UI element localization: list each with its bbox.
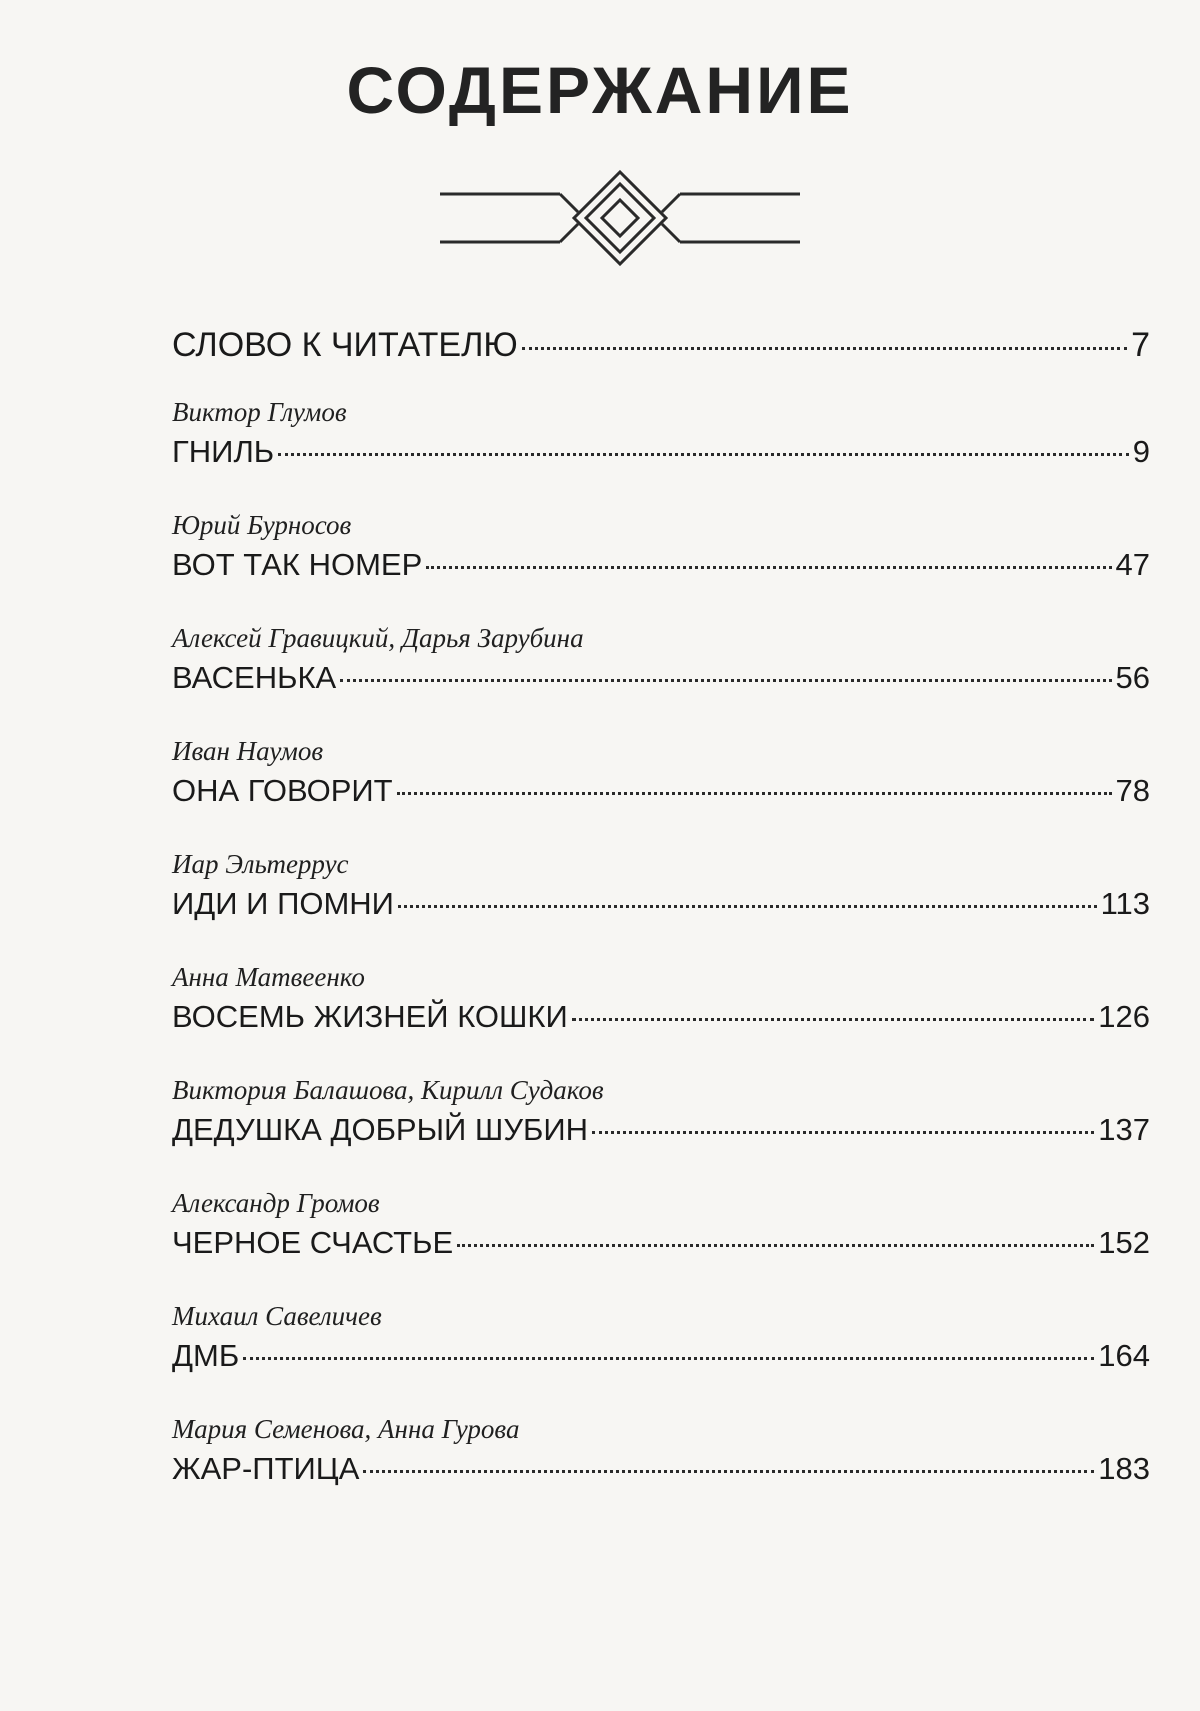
entry-title: ВОТ ТАК НОМЕР: [172, 547, 423, 582]
toc-row[interactable]: [172, 655, 1150, 701]
dot-leader: [397, 792, 1112, 795]
dot-leader: [363, 1470, 1094, 1473]
page-number: 9: [1132, 434, 1150, 469]
page-number: 152: [1098, 1225, 1150, 1260]
entry-author: Анна Матвеенко: [172, 962, 365, 992]
toc-row[interactable]: [172, 542, 1150, 588]
entry-title: ГНИЛЬ: [172, 434, 275, 469]
toc-row[interactable]: [172, 429, 1150, 475]
entry-author: Михаил Савеличев: [172, 1301, 382, 1331]
entry-author: Алексей Гравицкий, Дарья Зарубина: [172, 623, 584, 653]
toc-row[interactable]: [172, 1220, 1150, 1266]
entry-title: ЖАР-ПТИЦА: [172, 1451, 360, 1486]
toc-entry: [172, 734, 1150, 814]
toc-entry: [172, 847, 1150, 927]
dot-leader: [426, 566, 1111, 569]
entry-author: Виктор Глумов: [172, 397, 347, 427]
toc-entry: [172, 960, 1150, 1040]
toc-entry: [172, 1073, 1150, 1153]
dot-leader: [592, 1131, 1094, 1134]
toc-entry: [172, 621, 1150, 701]
entry-title: СЛОВО К ЧИТАТЕЛЮ: [172, 326, 518, 364]
toc-row[interactable]: [172, 768, 1150, 814]
dot-leader: [522, 347, 1127, 350]
toc-row[interactable]: [172, 1107, 1150, 1153]
toc-row[interactable]: [172, 1333, 1150, 1379]
dot-leader: [572, 1018, 1095, 1021]
ornament-divider-icon: [440, 168, 800, 268]
entry-title: ВОСЕМЬ ЖИЗНЕЙ КОШКИ: [172, 999, 568, 1034]
entry-author: Иар Эльтеррус: [172, 849, 349, 879]
toc-entry: [172, 1412, 1150, 1492]
entry-title: ВАСЕНЬКА: [172, 660, 337, 695]
toc-row[interactable]: [172, 881, 1150, 927]
page-number: 78: [1115, 773, 1150, 808]
page-number: 137: [1098, 1112, 1150, 1147]
page-number: 183: [1098, 1451, 1150, 1486]
page-number: 164: [1098, 1338, 1150, 1373]
entry-title: ОНА ГОВОРИТ: [172, 773, 393, 808]
entry-title: ДМБ: [172, 1338, 240, 1373]
contents-heading: СОДЕРЖАНИЕ: [346, 53, 854, 127]
dot-leader: [457, 1244, 1094, 1247]
page-number: 113: [1100, 886, 1150, 921]
entry-title: ИДИ И ПОМНИ: [172, 886, 394, 921]
entry-title: ЧЕРНОЕ СЧАСТЬЕ: [172, 1225, 454, 1260]
dot-leader: [398, 905, 1097, 908]
toc-entry: [172, 508, 1150, 588]
page-number: 47: [1115, 547, 1150, 582]
toc-entry: [172, 322, 1150, 368]
entry-title: ДЕДУШКА ДОБРЫЙ ШУБИН: [172, 1112, 589, 1147]
entry-author: Юрий Бурносов: [172, 510, 352, 540]
page-number: 7: [1131, 326, 1150, 364]
toc-row[interactable]: [172, 1446, 1150, 1492]
entry-author: Виктория Балашова, Кирилл Судаков: [172, 1075, 604, 1105]
toc-entry: [172, 1299, 1150, 1379]
dot-leader: [278, 453, 1129, 456]
entry-author: Иван Наумов: [172, 736, 324, 766]
dot-leader: [340, 679, 1111, 682]
toc-entry: [172, 395, 1150, 475]
page-number: 56: [1115, 660, 1150, 695]
entry-author: Мария Семенова, Анна Гурова: [172, 1414, 520, 1444]
toc-entry: [172, 1186, 1150, 1266]
toc-row[interactable]: [172, 994, 1150, 1040]
toc-row[interactable]: [172, 322, 1150, 368]
dot-leader: [243, 1357, 1094, 1360]
entry-author: Александр Громов: [172, 1188, 380, 1218]
page-number: 126: [1098, 999, 1150, 1034]
